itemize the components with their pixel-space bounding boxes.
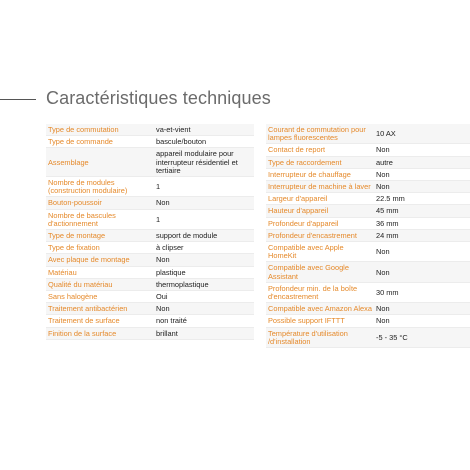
spec-value: non traité bbox=[154, 315, 254, 327]
spec-left-row bbox=[46, 177, 254, 197]
spec-label: Contact de report bbox=[266, 144, 374, 156]
spec-left-row bbox=[46, 303, 254, 315]
spec-right-row bbox=[266, 283, 470, 303]
spec-value: Non bbox=[374, 144, 470, 156]
spec-right-row bbox=[266, 315, 470, 327]
spec-value: 30 mm bbox=[374, 283, 470, 303]
spec-label: Largeur d'appareil bbox=[266, 193, 374, 205]
spec-label: Température d'utilisation /d'installation bbox=[266, 328, 374, 348]
spec-left-row bbox=[46, 315, 254, 327]
spec-value: 10 AX bbox=[374, 124, 470, 144]
spec-value: 22.5 mm bbox=[374, 193, 470, 205]
spec-left-row bbox=[46, 230, 254, 242]
spec-label: Matériau bbox=[46, 267, 154, 279]
spec-value: support de module bbox=[154, 230, 254, 242]
page-title: Caractéristiques techniques bbox=[46, 88, 271, 108]
spec-right-row bbox=[266, 157, 470, 169]
specs-table-right bbox=[266, 124, 470, 348]
spec-right-row bbox=[266, 181, 470, 193]
spec-value: Non bbox=[374, 181, 470, 193]
spec-left-row bbox=[46, 210, 254, 230]
spec-label: Traitement de surface bbox=[46, 315, 154, 327]
spec-value: bascule/bouton bbox=[154, 136, 254, 148]
spec-value: Non bbox=[374, 315, 470, 327]
spec-right-row bbox=[266, 124, 470, 144]
spec-label: Nombre de bascules d'actionnement bbox=[46, 210, 154, 230]
spec-right-row bbox=[266, 144, 470, 156]
spec-label: Sans halogène bbox=[46, 291, 154, 303]
spec-right-row bbox=[266, 230, 470, 242]
spec-value: Non bbox=[374, 262, 470, 282]
spec-label: Profondeur d'appareil bbox=[266, 218, 374, 230]
spec-label: Bouton-poussoir bbox=[46, 197, 154, 209]
spec-label: Compatible avec Apple HomeKit bbox=[266, 242, 374, 262]
specs-table-left bbox=[46, 124, 254, 340]
spec-left-row bbox=[46, 242, 254, 254]
spec-value: Non bbox=[154, 197, 254, 209]
spec-label: Interrupteur de machine à laver bbox=[266, 181, 374, 193]
spec-label: Possible support IFTTT bbox=[266, 315, 374, 327]
spec-label: Type de commutation bbox=[46, 124, 154, 136]
spec-label: Type de fixation bbox=[46, 242, 154, 254]
spec-label: Nombre de modules (construction modulaire) bbox=[46, 177, 154, 197]
spec-right-row bbox=[266, 169, 470, 181]
spec-right-row bbox=[266, 328, 470, 348]
spec-right-row bbox=[266, 242, 470, 262]
spec-left-row bbox=[46, 124, 254, 136]
spec-value: brillant bbox=[154, 328, 254, 340]
spec-label: Type de montage bbox=[46, 230, 154, 242]
spec-value: plastique bbox=[154, 267, 254, 279]
spec-value: 45 mm bbox=[374, 205, 470, 217]
spec-right-row bbox=[266, 218, 470, 230]
spec-label: Compatible avec Google Assistant bbox=[266, 262, 374, 282]
spec-left-row bbox=[46, 291, 254, 303]
spec-left-row bbox=[46, 197, 254, 209]
spec-value: Non bbox=[374, 169, 470, 181]
spec-right-row bbox=[266, 303, 470, 315]
spec-value: Non bbox=[374, 303, 470, 315]
spec-left-row bbox=[46, 148, 254, 177]
spec-value: thermoplastique bbox=[154, 279, 254, 291]
spec-label: Avec plaque de montage bbox=[46, 254, 154, 266]
spec-right-row bbox=[266, 205, 470, 217]
spec-value: Non bbox=[154, 303, 254, 315]
spec-value: 1 bbox=[154, 210, 254, 230]
spec-value: -5 - 35 °C bbox=[374, 328, 470, 348]
spec-right-row bbox=[266, 262, 470, 282]
spec-label: Profondeur min. de la boîte d'encastrement bbox=[266, 283, 374, 303]
spec-value: 36 mm bbox=[374, 218, 470, 230]
spec-label: Type de raccordement bbox=[266, 157, 374, 169]
spec-label: Assemblage bbox=[46, 148, 154, 177]
spec-right-row bbox=[266, 193, 470, 205]
spec-value: 24 mm bbox=[374, 230, 470, 242]
spec-label: Finition de la surface bbox=[46, 328, 154, 340]
spec-value: autre bbox=[374, 157, 470, 169]
spec-label: Type de commande bbox=[46, 136, 154, 148]
spec-label: Qualité du matériau bbox=[46, 279, 154, 291]
spec-left-row bbox=[46, 254, 254, 266]
spec-value: 1 bbox=[154, 177, 254, 197]
spec-label: Compatible avec Amazon Alexa bbox=[266, 303, 374, 315]
spec-value: va-et-vient bbox=[154, 124, 254, 136]
spec-value: à clipser bbox=[154, 242, 254, 254]
spec-label: Interrupteur de chauffage bbox=[266, 169, 374, 181]
spec-value: Non bbox=[374, 242, 470, 262]
spec-left-row bbox=[46, 328, 254, 340]
title-accent-line bbox=[0, 99, 36, 100]
spec-label: Hauteur d'appareil bbox=[266, 205, 374, 217]
spec-value: appareil modulaire pour interrupteur résidentiel et tertiaire bbox=[154, 148, 254, 177]
spec-label: Courant de commutation pour lampes fluorescentes bbox=[266, 124, 374, 144]
spec-label: Traitement antibactérien bbox=[46, 303, 154, 315]
spec-left-row bbox=[46, 267, 254, 279]
spec-left-row bbox=[46, 279, 254, 291]
spec-left-row bbox=[46, 136, 254, 148]
spec-label: Profondeur d'encastrement bbox=[266, 230, 374, 242]
spec-value: Oui bbox=[154, 291, 254, 303]
spec-value: Non bbox=[154, 254, 254, 266]
